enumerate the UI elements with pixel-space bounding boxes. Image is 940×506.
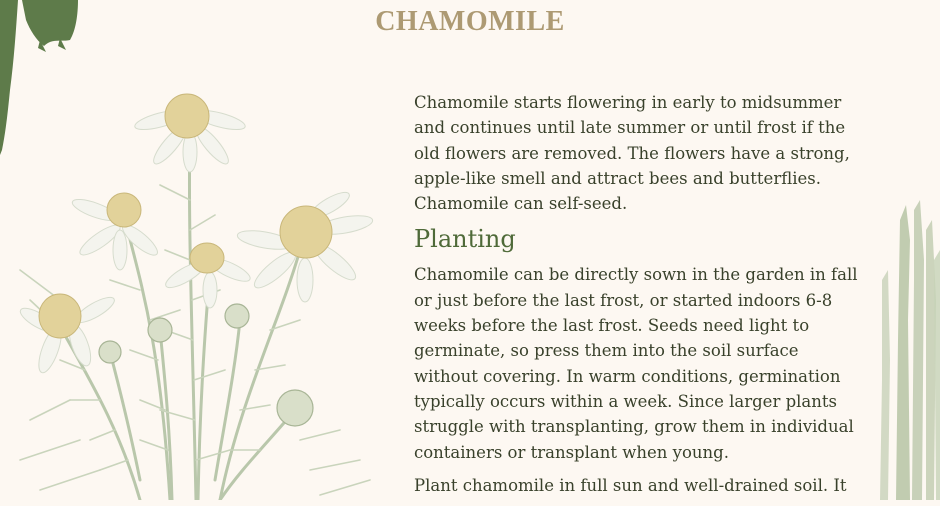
- flower-center: [162, 243, 252, 308]
- chamomile-illustration: [0, 0, 400, 500]
- planting-paragraph: Chamomile can be directly sown in the garden in fall or just before the last frost, or started indoors 6-8 weeks before the last frost. Seeds need light to germinate, so press them into the soil surface without covering. In warm conditions, germination typically occurs within a week. Since larger plants struggle with transplanting, grow them in individual containers or transplant when young.: [414, 265, 858, 462]
- planting-heading: Planting: [414, 225, 516, 254]
- flower-mid-left: [70, 193, 161, 270]
- planting-paragraph-2: Plant chamomile in full sun and well-drained soil. It: [414, 475, 847, 495]
- flower-top: [133, 94, 247, 172]
- article-content: [414, 90, 864, 506]
- brush-stroke-right: [870, 200, 940, 500]
- page-title: CHAMOMILE: [375, 6, 565, 37]
- flower-right: [236, 188, 374, 302]
- intro-paragraph: Chamomile starts flowering in early to midsummer and continues until late summer or until frost if the old flowers are removed. The flowers have a strong, apple-like smell and attract bees and butterflies. Chamomile can self-seed.: [414, 93, 850, 214]
